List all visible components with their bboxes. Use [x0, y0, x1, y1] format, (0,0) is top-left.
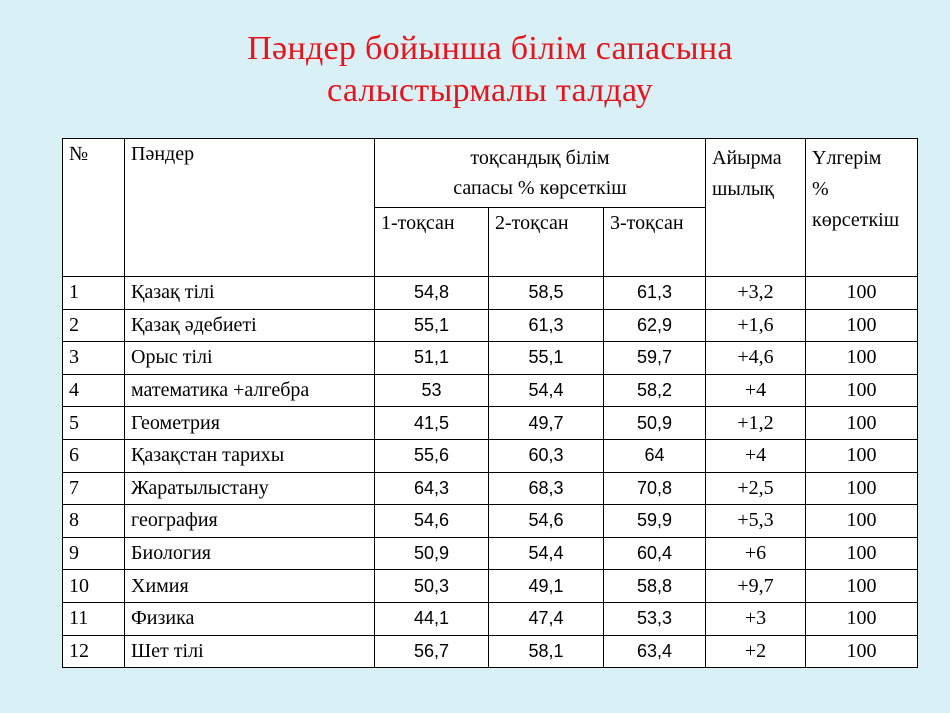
header-no: № — [63, 139, 125, 277]
row-q1-cell: 54,8 — [375, 277, 489, 310]
row-progress-cell: 100 — [806, 309, 918, 342]
row-q3-cell: 50,9 — [604, 407, 706, 440]
row-no-cell: 3 — [63, 342, 125, 375]
row-progress-cell: 100 — [806, 505, 918, 538]
row-diff-cell: +2 — [706, 635, 806, 668]
header-quality-line1: тоқсандық білім — [470, 147, 610, 169]
header-q1: 1-тоқсан — [375, 208, 489, 277]
row-subject-cell: математика +алгебра — [125, 374, 375, 407]
table-row — [63, 505, 918, 538]
header-progress-line2: % — [812, 178, 829, 200]
row-q2-cell: 47,4 — [489, 602, 604, 635]
header-progress — [806, 139, 918, 277]
header-diff-line1: Айырма — [712, 147, 782, 169]
row-q2-cell: 58,5 — [489, 277, 604, 310]
row-diff-cell: +2,5 — [706, 472, 806, 505]
row-subject-cell: Қазақ тілі — [125, 277, 375, 310]
row-subject-cell: Қазақ әдебиеті — [125, 309, 375, 342]
row-q1-cell: 51,1 — [375, 342, 489, 375]
row-diff-cell: +1,2 — [706, 407, 806, 440]
row-q1-cell: 41,5 — [375, 407, 489, 440]
row-subject-cell: география — [125, 505, 375, 538]
header-diff — [706, 139, 806, 277]
row-diff-cell: +1,6 — [706, 309, 806, 342]
row-no-cell: 1 — [63, 277, 125, 310]
row-diff-cell: +4,6 — [706, 342, 806, 375]
row-subject-cell: Химия — [125, 570, 375, 603]
row-q1-cell: 50,9 — [375, 537, 489, 570]
row-subject-cell: Жаратылыстану — [125, 472, 375, 505]
row-q1-cell: 53 — [375, 374, 489, 407]
row-q2-cell: 60,3 — [489, 439, 604, 472]
row-no-cell: 4 — [63, 374, 125, 407]
row-q3-cell: 58,2 — [604, 374, 706, 407]
row-diff-cell: +3,2 — [706, 277, 806, 310]
row-no-cell: 8 — [63, 505, 125, 538]
header-diff-line2: шылық — [712, 178, 774, 200]
row-progress-cell: 100 — [806, 602, 918, 635]
row-progress-cell: 100 — [806, 570, 918, 603]
row-q1-cell: 55,1 — [375, 309, 489, 342]
row-q3-cell: 59,9 — [604, 505, 706, 538]
row-subject-cell: Шет тілі — [125, 635, 375, 668]
row-q3-cell: 61,3 — [604, 277, 706, 310]
title-line-1: Пәндер бойынша білім сапасына — [247, 30, 733, 67]
table-row — [63, 309, 918, 342]
row-q2-cell: 54,6 — [489, 505, 604, 538]
header-progress-line3: көрсеткіш — [812, 209, 900, 231]
table-row — [63, 472, 918, 505]
row-q3-cell: 60,4 — [604, 537, 706, 570]
row-diff-cell: +4 — [706, 439, 806, 472]
table-row — [63, 602, 918, 635]
table-row — [63, 570, 918, 603]
row-q1-cell: 54,6 — [375, 505, 489, 538]
row-subject-cell: Қазақстан тарихы — [125, 439, 375, 472]
row-q3-cell: 62,9 — [604, 309, 706, 342]
row-no-cell: 7 — [63, 472, 125, 505]
header-row-1 — [63, 139, 918, 208]
row-no-cell: 11 — [63, 602, 125, 635]
table-row — [63, 374, 918, 407]
row-q1-cell: 44,1 — [375, 602, 489, 635]
row-diff-cell: +3 — [706, 602, 806, 635]
row-diff-cell: +6 — [706, 537, 806, 570]
header-progress-line1: Үлгерім — [812, 147, 882, 169]
row-no-cell: 5 — [63, 407, 125, 440]
table-row — [63, 407, 918, 440]
row-q3-cell: 53,3 — [604, 602, 706, 635]
row-progress-cell: 100 — [806, 472, 918, 505]
row-subject-cell: Физика — [125, 602, 375, 635]
row-diff-cell: +9,7 — [706, 570, 806, 603]
row-q2-cell: 58,1 — [489, 635, 604, 668]
row-no-cell: 9 — [63, 537, 125, 570]
row-progress-cell: 100 — [806, 407, 918, 440]
row-no-cell: 12 — [63, 635, 125, 668]
row-q1-cell: 50,3 — [375, 570, 489, 603]
table-body — [63, 277, 918, 668]
row-q2-cell: 49,7 — [489, 407, 604, 440]
header-q3: 3-тоқсан — [604, 208, 706, 277]
row-subject-cell: Геометрия — [125, 407, 375, 440]
table-row — [63, 439, 918, 472]
row-progress-cell: 100 — [806, 635, 918, 668]
row-q3-cell: 58,8 — [604, 570, 706, 603]
row-q2-cell: 49,1 — [489, 570, 604, 603]
header-quality-line2: сапасы % көрсеткіш — [453, 177, 627, 199]
row-no-cell: 2 — [63, 309, 125, 342]
quality-table — [62, 138, 918, 668]
row-q1-cell: 56,7 — [375, 635, 489, 668]
row-q2-cell: 54,4 — [489, 537, 604, 570]
row-diff-cell: +5,3 — [706, 505, 806, 538]
row-no-cell: 6 — [63, 439, 125, 472]
row-progress-cell: 100 — [806, 277, 918, 310]
row-diff-cell: +4 — [706, 374, 806, 407]
row-subject-cell: Орыс тілі — [125, 342, 375, 375]
row-q3-cell: 70,8 — [604, 472, 706, 505]
row-q1-cell: 55,6 — [375, 439, 489, 472]
row-q2-cell: 68,3 — [489, 472, 604, 505]
row-q2-cell: 61,3 — [489, 309, 604, 342]
header-subject: Пәндер — [125, 139, 375, 277]
page-title — [0, 28, 950, 112]
row-subject-cell: Биология — [125, 537, 375, 570]
row-q2-cell: 54,4 — [489, 374, 604, 407]
row-q2-cell: 55,1 — [489, 342, 604, 375]
row-progress-cell: 100 — [806, 439, 918, 472]
table-row — [63, 537, 918, 570]
header-q2: 2-тоқсан — [489, 208, 604, 277]
row-q1-cell: 64,3 — [375, 472, 489, 505]
table-row — [63, 635, 918, 668]
table-row — [63, 277, 918, 310]
row-q3-cell: 59,7 — [604, 342, 706, 375]
row-progress-cell: 100 — [806, 342, 918, 375]
table-row — [63, 342, 918, 375]
header-quality — [375, 139, 706, 208]
row-progress-cell: 100 — [806, 374, 918, 407]
row-q3-cell: 64 — [604, 439, 706, 472]
row-q3-cell: 63,4 — [604, 635, 706, 668]
row-no-cell: 10 — [63, 570, 125, 603]
row-progress-cell: 100 — [806, 537, 918, 570]
title-line-2: салыстырмалы талдау — [327, 72, 653, 109]
